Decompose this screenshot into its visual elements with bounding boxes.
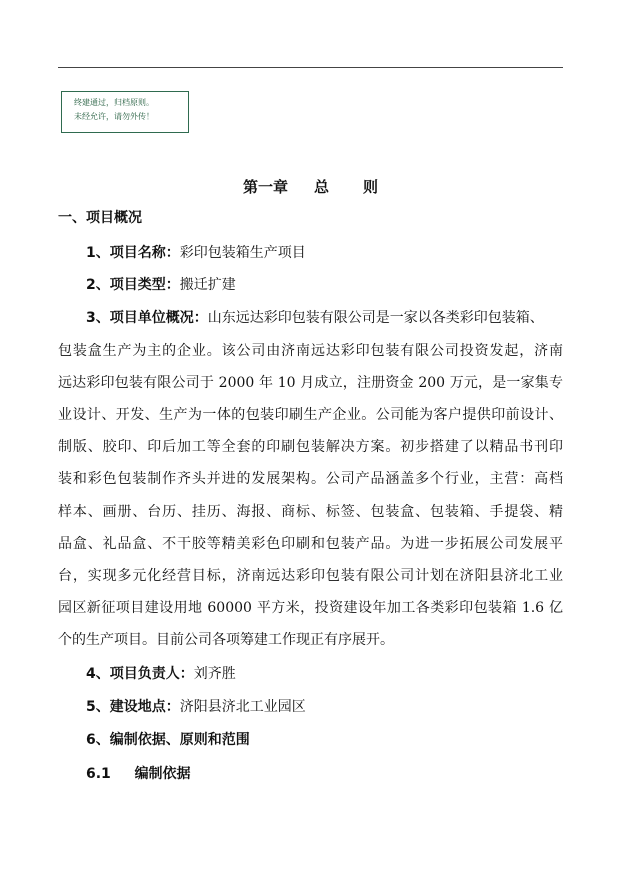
- paragraph-line: 业设计、开发、生产为一体的包装印刷生产企业。公司能为客户提供印前设计、: [58, 407, 563, 423]
- paragraph-line: 制版、胶印、印后加工等全套的印刷包装解决方案。初步搭建了以精品书刊印: [58, 439, 563, 455]
- paragraph-line: 台，实现多元化经营目标，济南远达彩印包装有限公司计划在济阳县济北工业: [58, 568, 563, 584]
- item-project-type: [86, 275, 563, 295]
- paragraph-line: 包装盒生产为主的企业。该公司由济南远达彩印包装有限公司投资发起，济南: [58, 343, 563, 359]
- subsection-title: 编制依据: [134, 766, 191, 782]
- chapter-heading: [0, 176, 621, 197]
- paragraph-line: 山东远达彩印包装有限公司是一家以各类彩印包装箱、: [207, 310, 544, 326]
- item-project-name: [86, 243, 563, 263]
- item-label: 1、项目名称：: [86, 245, 180, 261]
- item-label: 2、项目类型：: [86, 277, 180, 293]
- item-value: 彩印包装箱生产项目: [179, 245, 306, 261]
- subsection-heading: [86, 764, 563, 784]
- paragraph-line: 园区新征项目建设用地 60000 平方米，投资建设年加工各类彩印包装箱 1.6 亿: [58, 600, 563, 616]
- approval-stamp: [61, 91, 189, 133]
- paragraph-line: 个的生产项目。目前公司各项筹建工作现正有序展开。: [58, 632, 394, 648]
- chapter-title-part-2: 则: [363, 178, 379, 196]
- item-label: 5、建设地点：: [86, 699, 180, 715]
- item-value: 刘齐胜: [193, 666, 236, 682]
- chapter-title-part-1: 总: [313, 178, 329, 196]
- chapter-number: 第一章: [242, 178, 288, 196]
- item-construction-site: [86, 697, 563, 717]
- stamp-line-1: 终建通过，归档原则。: [74, 98, 154, 107]
- section-heading: 一、项目概况: [58, 210, 142, 226]
- item-label: 3、项目单位概况：: [86, 310, 208, 326]
- paragraph-line: 样本、画册、台历、挂历、海报、商标、标签、包装盒、包装箱、手提袋、精: [58, 504, 563, 520]
- item-value: 搬迁扩建: [179, 277, 236, 293]
- paragraph-line: 品盒、礼品盒、不干胶等精美彩色印刷和包装产品。为进一步拓展公司发展平: [58, 536, 563, 552]
- header-rule: [58, 67, 563, 68]
- paragraph-line: 装和彩色包装制作齐头并进的发展架构。公司产品涵盖多个行业，主营：高档: [58, 471, 563, 487]
- item-label: 4、项目负责人：: [86, 666, 194, 682]
- paragraph-line: 远达彩印包装有限公司于 2000 年 10 月成立，注册资金 200 万元，是一家集专: [58, 375, 563, 391]
- item-basis-heading: 6、编制依据、原则和范围: [86, 732, 250, 748]
- item-unit-overview: [86, 308, 563, 328]
- item-project-leader: [86, 664, 563, 684]
- subsection-number: 6.1: [86, 766, 111, 782]
- stamp-line-2: 未经允许，请勿外传！: [74, 112, 154, 121]
- item-value: 济阳县济北工业园区: [179, 699, 306, 715]
